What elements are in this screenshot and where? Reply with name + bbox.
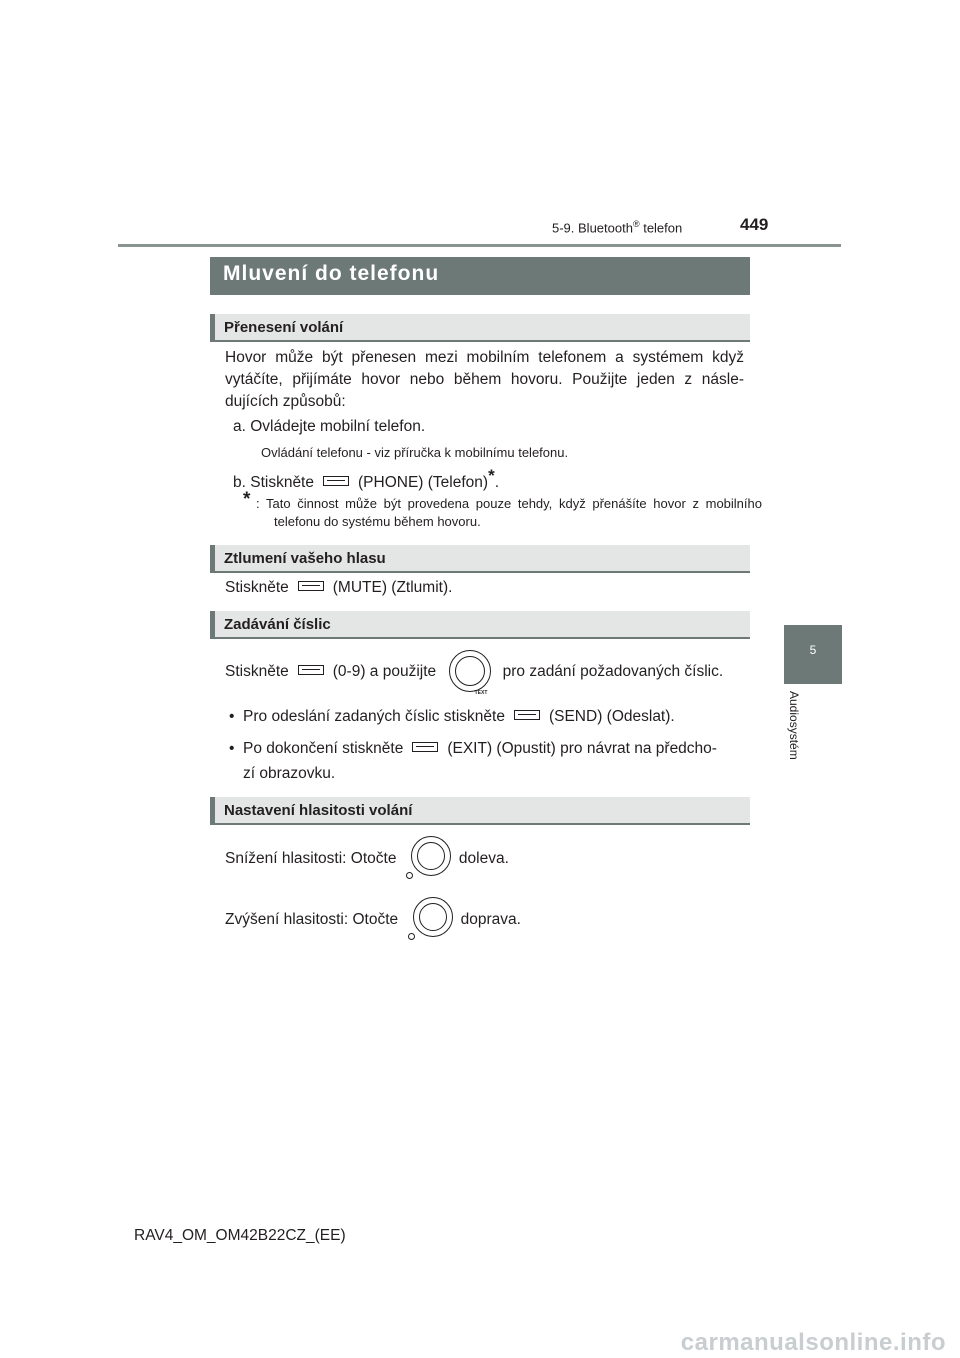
registered-mark: ® [632,219,640,229]
section-heading: Zadávání číslic [224,616,331,633]
mute-button-icon [298,581,324,591]
vol-down-post: doleva. [458,850,509,868]
section-suffix: telefon [639,220,683,236]
section-heading: Nastavení hlasitosti volání [224,802,413,819]
phone-button-icon [323,476,349,486]
footnote-star: * [243,489,251,510]
page-title: Mluvení do telefonu [223,262,440,285]
bullet1-pre: Pro odeslání zadaných číslic stiskněte [243,708,505,725]
volume-knob-icon [405,834,455,884]
digits-pre: Stiskněte [225,663,289,681]
mute-instruction [225,577,452,599]
digits-button-icon [298,665,324,675]
volume-up-instruction [225,895,521,945]
bullet1-post: (SEND) (Odeslat). [548,708,675,725]
digits-bullet-2 [229,738,717,760]
watermark: carmanualsonline.info [680,1329,946,1356]
footnote-text: : Tato činnost může být provedena pouze tehdy, když přenášíte hovor z mobilního telefonu do systému během hovoru. [256,496,762,529]
bullet2-post: (EXIT) (Opustit) pro návrat na předcho- [447,740,717,757]
chapter-label-container [784,691,804,781]
send-button-icon [514,710,540,720]
digits-bullet-2-cont: zí obrazovku. [243,765,336,782]
footnote-mark: * [488,466,495,485]
knob-text-label: TEXT [474,690,488,696]
section-header-transfer [210,314,750,342]
bullet-icon: • [229,740,244,757]
page-number: 449 [740,215,769,234]
volume-down-instruction [225,834,509,884]
chapter-label: Audiosystém [787,691,801,760]
item-b-end: . [494,474,499,492]
watermark-bar [0,1325,960,1358]
transfer-item-a: a. Ovládejte mobilní telefon. [233,418,426,435]
exit-button-icon [412,742,438,752]
digits-post: pro zadání požadovaných číslic. [502,663,724,681]
bullet2-pre: Po dokončení stiskněte [243,740,404,757]
section-header-volume [210,797,750,825]
digits-bullet-1 [229,706,675,728]
item-b-pre: b. Stiskněte [233,474,314,492]
transfer-intro: Hovor může být přenesen mezi mobilním telefonem a systémem když vytáčíte, přijímáte hovor nebo během hovoru. Použijte jeden z násle-dujících způsobů: [225,349,744,410]
vol-up-post: doprava. [460,911,521,929]
chapter-number: 5 [809,643,817,657]
tune-knob-icon [447,648,497,696]
transfer-item-b [233,465,499,494]
vol-up-pre: Zvýšení hlasitosti: Otočte [225,911,399,929]
transfer-item-a-note: Ovládání telefonu - viz příručka k mobilnímu telefonu. [261,445,569,460]
section-header-digits [210,611,750,639]
section-prefix: 5-9. Bluetooth [552,220,633,236]
digits-mid: (0-9) a použijte [332,663,437,681]
section-heading: Přenesení volání [224,319,344,336]
item-b-post: (PHONE) (Telefon) [358,474,489,492]
header-divider [118,244,841,247]
mute-post: (MUTE) (Ztlumit). [332,579,453,596]
bullet-icon: • [229,708,244,725]
volume-knob-icon [407,895,457,945]
document-code: RAV4_OM_OM42B22CZ_(EE) [134,1227,346,1244]
mute-pre: Stiskněte [225,579,289,596]
digits-instruction [225,648,723,698]
section-heading: Ztlumení vašeho hlasu [224,550,386,567]
vol-down-pre: Snížení hlasitosti: Otočte [225,850,397,868]
section-breadcrumb [552,219,682,235]
section-header-mute [210,545,750,573]
page-title-bar [210,257,750,295]
